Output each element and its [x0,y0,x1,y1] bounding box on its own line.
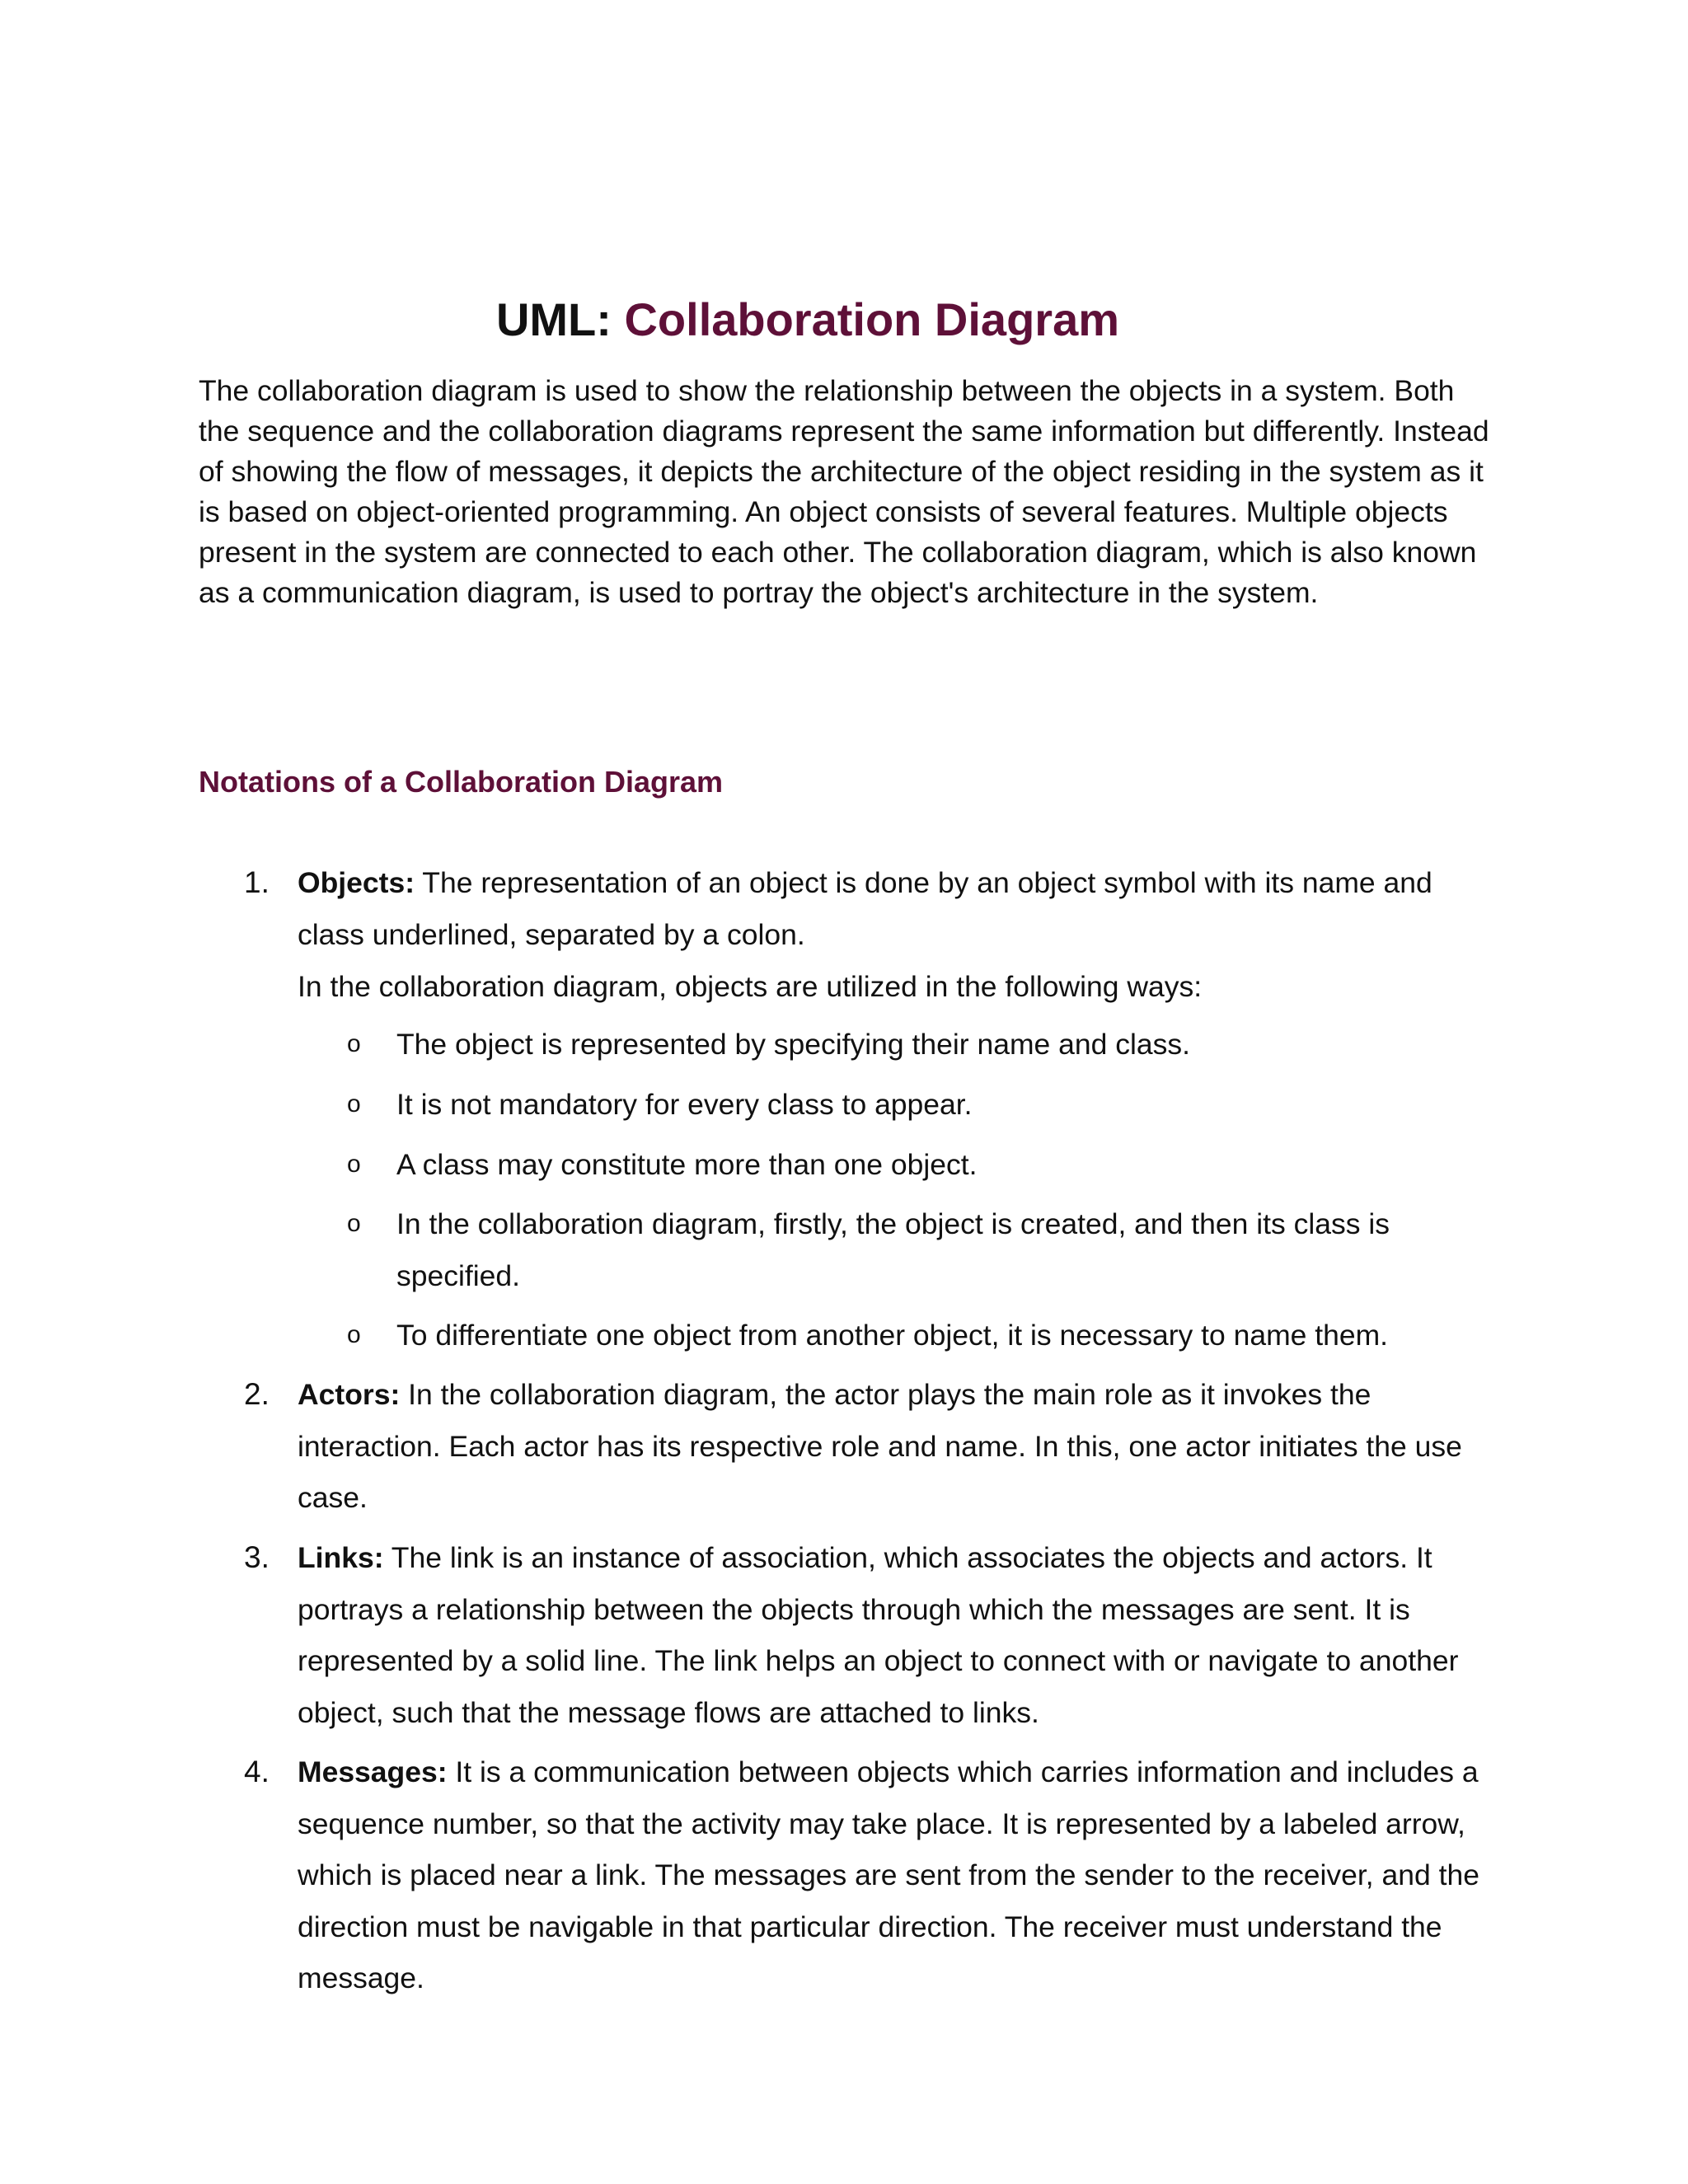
bullet-text: A class may constitute more than one object. [396,1148,978,1181]
title-prefix: UML: [495,293,612,345]
list-item-body [298,1532,1501,1738]
bullet-text: It is not mandatory for every class to appear. [396,1088,973,1121]
title-accent: Collaboration Diagram [624,293,1120,345]
page-title [0,291,1615,349]
list-item-label: Objects: [298,866,415,899]
bullet-text: The object is represented by specifying their name and class. [396,1028,1190,1061]
bullet-marker: o [347,1030,361,1057]
list-number: 4. [244,1755,270,1788]
list-item-text: The representation of an object is done by an object symbol with its name and class underlined, separated by a colon. [298,866,1432,951]
intro-paragraph: The collaboration diagram is used to show the relationship between the objects in a system. Both the sequence and the collaboration diagrams represent the same information but differently. Instead of showing the flow of messages, it depicts the architecture of the object residing in the system as it is based on object-oriented programming. An object consists of several features. Multiple objects present in the system are connected to each other. The collaboration diagram, which is also known as a communication diagram, is used to portray the object's architecture in the system. [199,374,1489,609]
list-item-label: Messages: [298,1755,448,1788]
bullet-text: To differentiate one object from another object, it is necessary to name them. [396,1319,1389,1352]
list-item-text: The link is an instance of association, which associates the objects and actors. It portrays a relationship between the objects through which the messages are sent. It is represented by a solid line. The link helps an object to connect with or navigate to another object, such that the message flows are attached to links. [298,1541,1459,1729]
list-item-text: In the collaboration diagram, the actor plays the main role as it invokes the interaction. Each actor has its respective role and name. In this, one actor initiates the use case. [298,1378,1462,1514]
list-item-label: Actors: [298,1378,401,1411]
bullet-marker: o [347,1321,361,1348]
bullet-marker: o [347,1151,361,1178]
list-number: 2. [244,1377,270,1411]
list-item-body [298,857,1501,960]
section-heading: Notations of a Collaboration Diagram [199,765,724,799]
list-item-label: Links: [298,1541,384,1574]
objects-followup: In the collaboration diagram, objects are utilized in the following ways: [298,970,1203,1003]
list-item-body [298,1369,1501,1524]
list-item-text: It is a communication between objects which carries information and includes a sequence number, so that the activity may take place. It is represented by a labeled arrow, which is placed near a link. The messages are sent from the sender to the receiver, and the direction must be navigable in that particular direction. The receiver must understand the message. [298,1755,1479,1994]
bullet-marker: o [347,1090,361,1118]
list-item-body [298,1746,1501,2004]
list-number: 3. [244,1540,270,1574]
list-number: 1. [244,865,270,899]
bullet-text: In the collaboration diagram, firstly, the object is created, and then its class is specified. [396,1207,1390,1292]
bullet-marker: o [347,1210,361,1237]
